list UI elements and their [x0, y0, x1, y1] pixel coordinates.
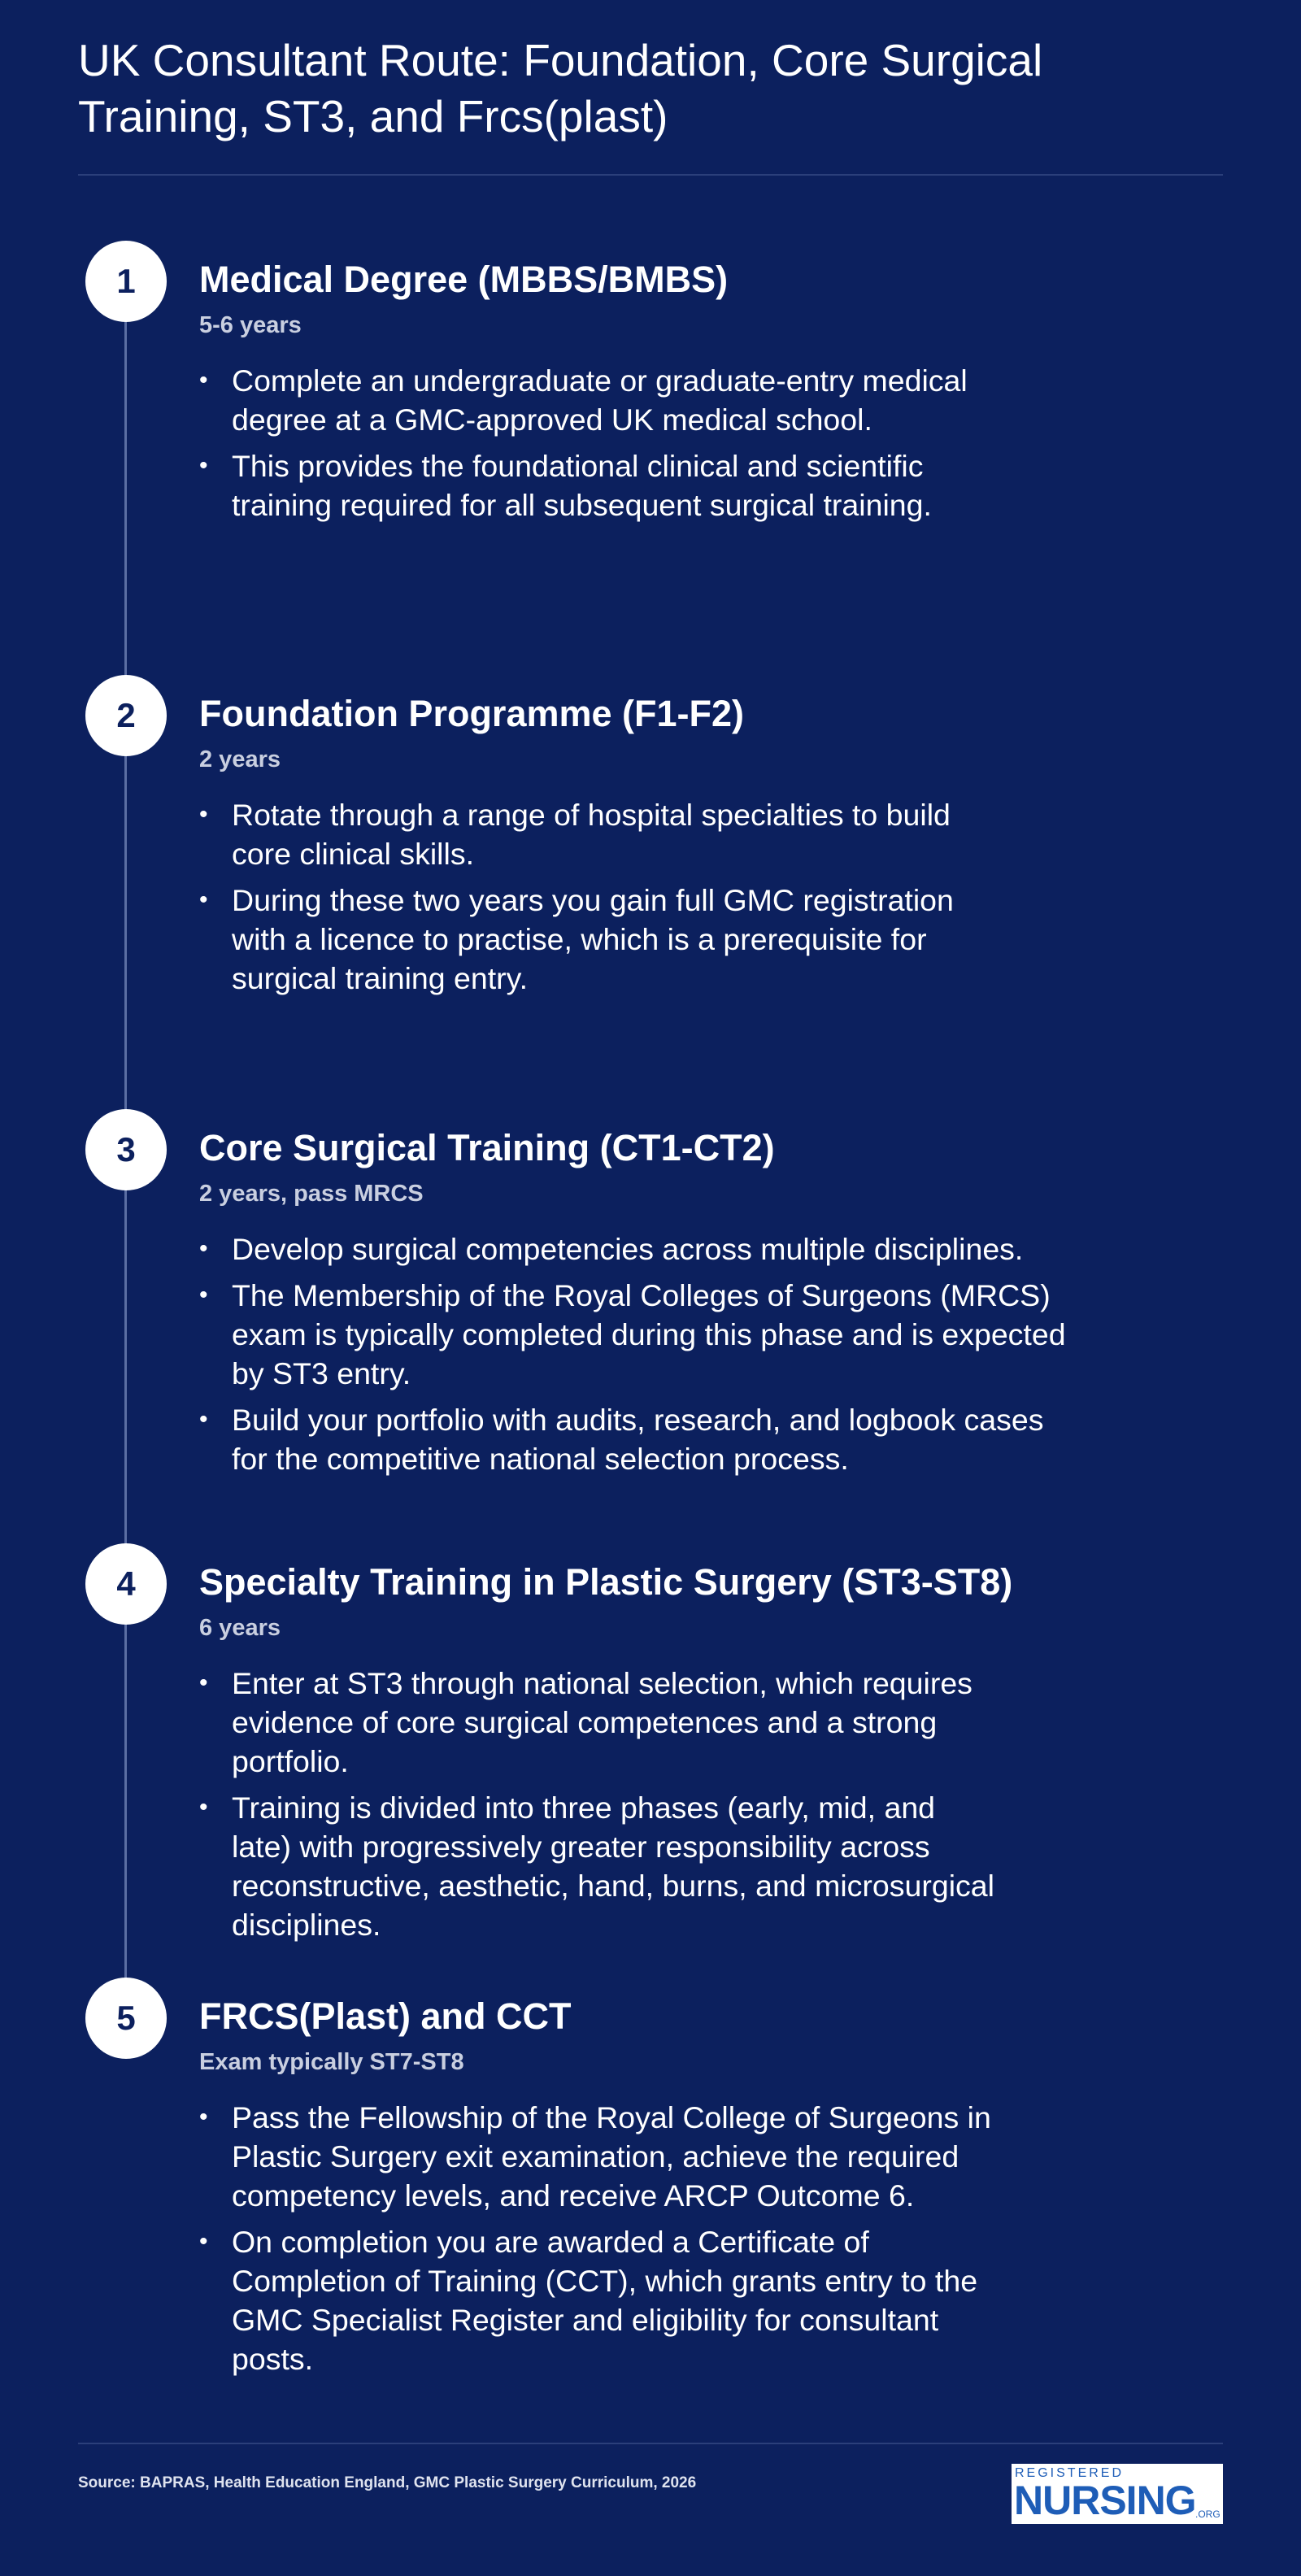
footer-divider [78, 2443, 1223, 2444]
bullet-text: Complete an undergraduate or graduate-entry medical degree at a GMC-approved UK medical school. [232, 363, 968, 437]
step-bullet-list [199, 2098, 1020, 2386]
bullet-icon: • [199, 801, 208, 828]
step-duration: 6 years [199, 1615, 281, 1641]
step-bullet-list [199, 361, 1020, 532]
bullet-item [199, 1788, 996, 1944]
step-title: FRCS(Plast) and CCT [199, 1995, 572, 2037]
bullet-icon: • [199, 367, 208, 394]
bullet-item [199, 1400, 1077, 1478]
step-number-badge: 2 [85, 675, 167, 756]
step-number-badge: 3 [85, 1109, 167, 1190]
bullet-text: Enter at ST3 through national selection, which requires evidence of core surgical competences and a strong portfolio. [232, 1666, 972, 1778]
step-duration: Exam typically ST7-ST8 [199, 2049, 464, 2075]
bullet-text: Develop surgical competencies across multiple disciplines. [232, 1232, 1024, 1266]
bullet-item [199, 446, 1020, 524]
step-bullet-list [199, 1664, 996, 1952]
bullet-item [199, 2222, 1020, 2378]
bullet-text: Build your portfolio with audits, research, and logbook cases for the competitive national selection process. [232, 1403, 1044, 1476]
bullet-text: On completion you are awarded a Certificate of Completion of Training (CCT), which grants entry to the GMC Specialist Register and eligibility for consultant posts. [232, 2225, 978, 2376]
bullet-icon: • [199, 1281, 208, 1308]
step-number-badge: 4 [85, 1543, 167, 1625]
logo-suffix-text: .ORG [1195, 2509, 1221, 2520]
bullet-item [199, 1664, 996, 1781]
bullet-item [199, 1229, 1077, 1268]
bullet-text: The Membership of the Royal Colleges of Surgeons (MRCS) exam is typically completed during this phase and is expected by ST3 entry. [232, 1278, 1066, 1390]
bullet-item [199, 2098, 1020, 2215]
step-title: Core Surgical Training (CT1-CT2) [199, 1127, 775, 1168]
source-citation: Source: BAPRAS, Health Education England, GMC Plastic Surgery Curriculum, 2026 [78, 2474, 697, 2491]
bullet-icon: • [199, 1235, 208, 1262]
step-number-badge: 5 [85, 1978, 167, 2059]
registered-nursing-logo [1012, 2464, 1223, 2524]
step-title: Foundation Programme (F1-F2) [199, 693, 745, 734]
bullet-text: During these two years you gain full GMC registration with a licence to practise, which is a prerequisite for surgical training entry. [232, 883, 954, 995]
bullet-item [199, 1276, 1077, 1393]
bullet-icon: • [199, 1406, 208, 1433]
step-bullet-list [199, 795, 988, 1005]
bullet-icon: • [199, 1669, 208, 1696]
bullet-icon: • [199, 886, 208, 913]
step-number-badge: 1 [85, 241, 167, 322]
step-title: Medical Degree (MBBS/BMBS) [199, 259, 729, 300]
bullet-item [199, 881, 988, 998]
bullet-item [199, 795, 988, 873]
bullet-icon: • [199, 2228, 208, 2255]
bullet-text: Rotate through a range of hospital specialties to build core clinical skills. [232, 798, 951, 871]
bullet-item [199, 361, 1020, 439]
bullet-text: Training is divided into three phases (early, mid, and late) with progressively greater responsibility across reconstructive, aesthetic, hand, burns, and microsurgical disciplines. [232, 1791, 994, 1942]
bullet-text: Pass the Fellowship of the Royal College of Surgeons in Plastic Surgery exit examination, achieve the required competency levels, and receive ARCP Outcome 6. [232, 2100, 991, 2213]
step-duration: 2 years, pass MRCS [199, 1181, 424, 1207]
title-divider [78, 174, 1223, 176]
step-bullet-list [199, 1229, 1077, 1486]
page-title: UK Consultant Route: Foundation, Core Surgical Training, ST3, and Frcs(plast) [78, 35, 1043, 141]
step-duration: 2 years [199, 746, 281, 772]
bullet-text: This provides the foundational clinical and scientific training required for all subsequent surgical training. [232, 449, 932, 522]
bullet-icon: • [199, 1794, 208, 1821]
logo-top-text: REGISTERED [1015, 2466, 1125, 2480]
bullet-icon: • [199, 452, 208, 479]
step-duration: 5-6 years [199, 312, 302, 338]
step-title: Specialty Training in Plastic Surgery (ST3-ST8) [199, 1561, 1013, 1603]
bullet-icon: • [199, 2104, 208, 2130]
logo-main-text: NURSING [1014, 2478, 1196, 2523]
